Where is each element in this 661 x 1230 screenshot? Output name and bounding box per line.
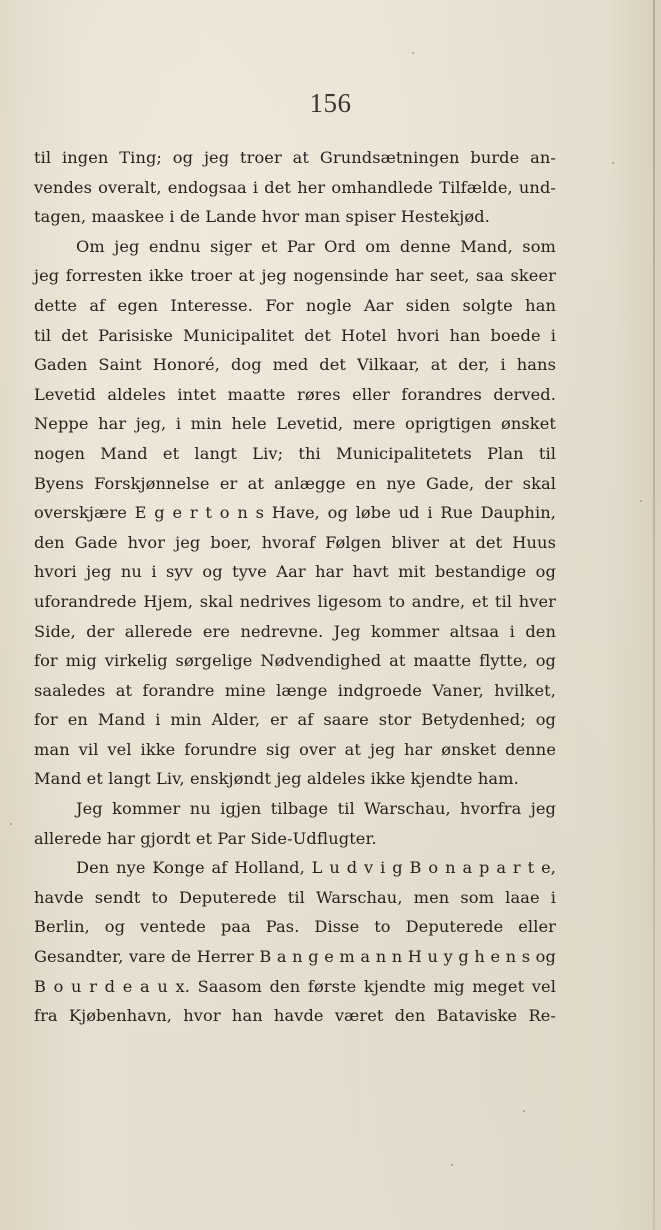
text-line: Mand et langt Liv, enskjøndt jeg aldeles ikke kjendte ham. [34,769,519,789]
text-line: Levetid aldeles intet maatte røres eller forandres derved. [34,384,556,404]
paper-speck [640,500,642,502]
page-edge [653,0,655,1230]
text-line: man vil vel ikke forundre sig over at jeg har ønsket denne [34,739,556,759]
text-line: til ingen Ting; og jeg troer at Grundsætningen burde an- [34,148,556,167]
paper-speck [10,823,12,825]
text-line: for mig virkelig sørgelige Nødvendighed at maatte flytte, og [34,651,556,671]
paragraph-start-line: Den nye Konge af Holland, L u d v i g B o n a p a r t e, [76,858,556,878]
text-line: hvori jeg nu i syv og tyve Aar har havt mit bestandige og [34,562,556,582]
text-line: vendes overalt, endogsaa i det her omhandlede Tilfælde, und- [34,177,556,197]
text-line: fra Kjøbenhavn, hvor han havde været den Bataviske Re- [34,1006,556,1026]
text-line: havde sendt to Deputerede til Warschau, men som laae i [34,887,556,907]
text-line: tagen, maaskee i de Lande hvor man spiser Hestekjød. [34,207,490,227]
text-line: overskjære E g e r t o n s Have, og løbe ud i Rue Dauphin, [34,503,556,523]
paragraph-start-line: Jeg kommer nu igjen tilbage til Warschau, hvorfra jeg [76,799,556,819]
paper-speck [412,52,414,54]
text-line: Neppe har jeg, i min hele Levetid, mere oprigtigen ønsket [34,414,556,434]
body-text [34,143,556,1031]
text-line: Byens Forskjønnelse er at anlægge en nye Gade, der skal [34,473,556,493]
paper-speck [451,1164,453,1166]
text-line: Berlin, og ventede paa Pas. Disse to Deputerede eller [34,917,556,937]
paper-speck [523,1110,525,1112]
text-line: til det Parisiske Municipalitet det Hotel hvori han boede i [34,325,556,345]
text-line: saaledes at forandre mine længe indgroede Vaner, hvilket, [34,680,556,700]
text-line: uforandrede Hjem, skal nedrives ligesom to andre, et til hver [34,591,556,611]
text-line: Gesandter, vare de Herrer B a n g e m a n n H u y g h e n s og [34,947,556,967]
paragraph-start-line: Om jeg endnu siger et Par Ord om denne Mand, som [76,236,556,256]
text-line: Side, der allerede ere nedrevne. Jeg kommer altsaa i den [34,621,556,641]
text-line: for en Mand i min Alder, er af saare stor Betydenhed; og [34,710,556,730]
text-line: nogen Mand et langt Liv; thi Municipalitetets Plan til [34,443,556,463]
text-line: allerede har gjordt et Par Side-Udflugter. [34,828,377,848]
text-line: dette af egen Interesse. For nogle Aar siden solgte han [34,295,556,315]
text-line: jeg forresten ikke troer at jeg nogensinde har seet, saa skeer [34,266,556,286]
text-line: den Gade hvor jeg boer, hvoraf Følgen bliver at det Huus [34,532,556,552]
text-line: Gaden Saint Honoré, dog med det Vilkaar, at der, i hans [34,355,556,375]
paper-speck [612,162,614,164]
text-line: B o u r d e a u x. Saasom den første kjendte mig meget vel [34,976,556,996]
page-number: 156 [309,88,352,118]
